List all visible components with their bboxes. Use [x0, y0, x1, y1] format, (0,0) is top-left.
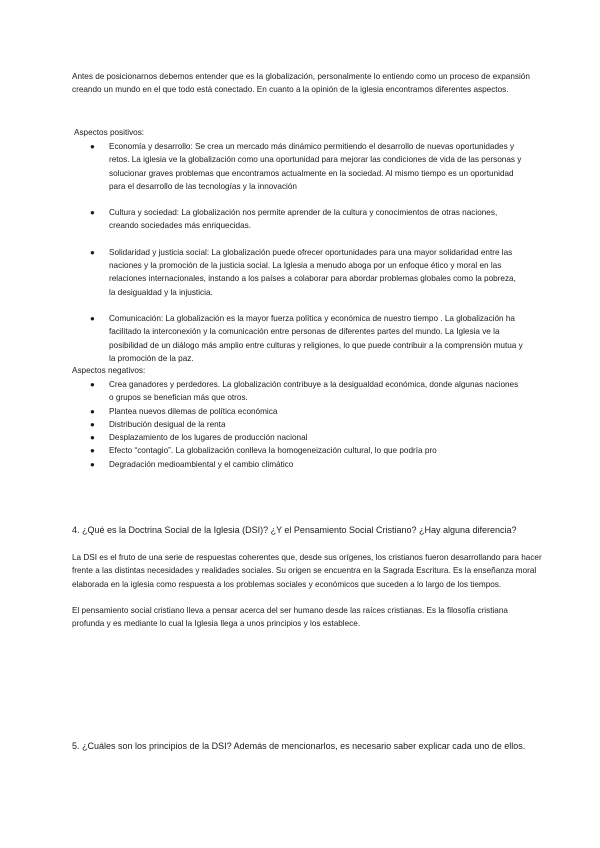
- bullet-icon: ●: [90, 142, 95, 151]
- bullet-icon: ●: [90, 419, 95, 429]
- list-item: ● Solidaridad y justicia social: La globalización puede ofrecer oportunidades para una mayor solidaridad entre las naciones y la promoción de la justicia social. La Iglesia a menudo aboga por un enfoque ético y moral en las relaciones internacionales, instando a los países a colaborar para abordar problemas globales como la pobreza, la desigualdad y la injusticia.: [90, 247, 516, 297]
- list-item: ● Degradación medioambiental y el cambio climático: [0, 458, 524, 471]
- bullet-icon: ●: [90, 406, 95, 416]
- list-item: ● Distribución desigual de la renta: [0, 418, 524, 431]
- bullet-icon: ●: [90, 459, 95, 469]
- list-item: ● Economía y desarrollo: Se crea un mercado más dinámico permitiendo el desarrollo de nuevas oportunidades y retos. La iglesia ve la globalización como una oportunidad para mejorar las condiciones de vida de las personas y solucionar graves problemas que encontramos actualmente en la sociedad. Al mismo tiempo es un oportunidad para el desarrollo de las tecnologías y la innovación: [90, 142, 522, 191]
- positive-list: [0, 140, 524, 365]
- bullet-icon: ●: [90, 380, 95, 389]
- list-item: ● Desplazamiento de los lugares de producción nacional: [0, 431, 524, 444]
- positive-heading: Aspectos positivos:: [74, 128, 145, 137]
- bullet-icon: ●: [90, 247, 95, 257]
- list-item: ● Comunicación: La globalización es la mayor fuerza política y económica de nuestro tiempo . La globalización ha facilitado la interconexión y la comunicación entre personas de diferentes partes del mundo. La Iglesia ve la posibilidad de un diálogo más amplio entre culturas y religiones, lo que puede contribuir a la comprensión mutua y la promoción de la paz.: [90, 313, 523, 363]
- bullet-icon: ●: [90, 313, 95, 323]
- bullet-icon: ●: [90, 446, 95, 456]
- answer-4-dsi: La DSI es el fruto de una serie de respuestas coherentes que, desde sus orígenes, los cristianos fueron desarrollando para hacer frente a las distintas necesidades y realidades sociales. Su origen se encuentra en la Sagrada Escritura. Es la enseñanza moral elaborada en la iglesia como respuesta a los problemas sociales y económicos que suceden a lo largo de los tiempos.: [72, 553, 542, 589]
- answer-4-psc: El pensamiento social cristiano lleva a pensar acerca del ser humano desde las raíces cristianas. Es la filosofía cristiana profunda y es mediante lo cual la Iglesia llega a unos principios y los establece.: [72, 606, 508, 629]
- intro-paragraph: Antes de posicionarnos debemos entender que es la globalización, personalmente lo entiendo como un proceso de expansión creando un mundo en el que todo está conectado. En cuanto a la opinión de la iglesia encontramos diferentes aspectos.: [72, 72, 530, 95]
- list-item: ● Crea ganadores y perdedores. La globalización contribuye a la desigualdad económica, donde algunas naciones o grupos se benefician más que otros.: [90, 380, 519, 403]
- negative-heading: Aspectos negativos:: [72, 366, 146, 375]
- question-5: 5. ¿Cuáles son los principios de la DSI? Además de mencionarlos, es necesario saber explicar cada uno de ellos.: [72, 741, 526, 751]
- question-4: 4. ¿Qué es la Doctrina Social de la Iglesia (DSI)? ¿Y el Pensamiento Social Cristiano? ¿Hay alguna diferencia?: [72, 525, 517, 535]
- list-item: ● Plantea nuevos dilemas de política económica: [0, 405, 524, 418]
- bullet-icon: ●: [90, 208, 95, 218]
- bullet-icon: ●: [90, 433, 95, 443]
- list-item: ● Efecto “contagio”. La globalización conlleva la homogeneización cultural, lo que podría pro: [0, 444, 524, 457]
- negative-list: [0, 378, 524, 471]
- list-item: ● Cultura y sociedad: La globalización nos permite aprender de la cultura y conocimientos de otras naciones, creando sociedades más enriquecidas.: [90, 208, 498, 231]
